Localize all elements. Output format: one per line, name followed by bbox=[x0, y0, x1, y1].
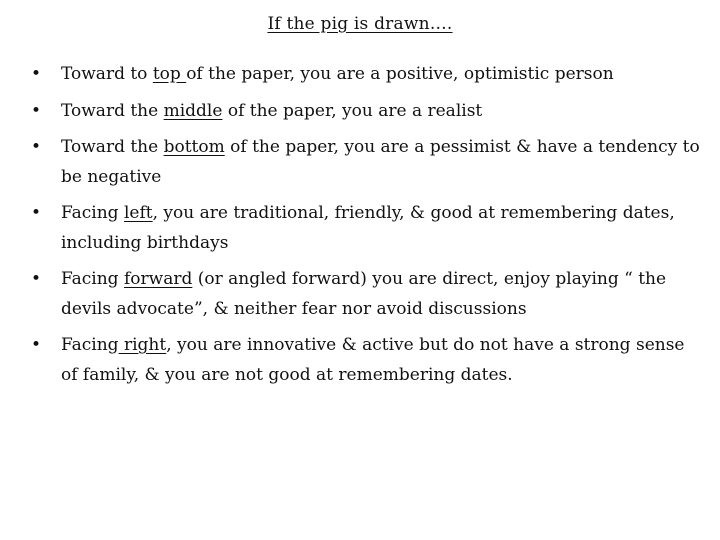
bullet-point-icon: • bbox=[30, 269, 42, 289]
bullet-text-underlined: right bbox=[118, 335, 167, 355]
bullet-text-underlined: middle bbox=[163, 100, 223, 121]
bullet-item bbox=[30, 265, 700, 324]
bullet-text-after: of the paper, you are a pessimist & have a tendency to be negative bbox=[61, 137, 700, 187]
bullet-text-after: , you are traditional, friendly, & good at remembering dates, including birthdays bbox=[61, 203, 675, 253]
bullet-text-underlined: bottom bbox=[163, 137, 225, 157]
bullet-text-underlined: top bbox=[152, 64, 187, 84]
bullet-point-icon: • bbox=[30, 335, 42, 355]
bullet-text-before: Toward the bbox=[61, 137, 164, 157]
slide-title-text: If the pig is drawn…. bbox=[267, 14, 453, 34]
bullet-item bbox=[30, 133, 700, 192]
bullet-point-icon: • bbox=[30, 64, 42, 84]
bullet-text-after: (or angled forward) you are direct, enjoy playing “ the devils advocate”, & neither fear nor avoid discussions bbox=[61, 269, 667, 319]
bullet-point-icon: • bbox=[30, 100, 42, 121]
bullet-text-before: Facing bbox=[61, 203, 124, 223]
bullet-list bbox=[30, 60, 700, 397]
bullet-text-before: Toward the bbox=[61, 100, 164, 121]
bullet-text-underlined: forward bbox=[123, 269, 193, 289]
bullet-text-after: of the paper, you are a positive, optimistic person bbox=[186, 64, 614, 84]
bullet-text-before: Facing bbox=[61, 335, 119, 355]
bullet-item bbox=[30, 199, 700, 258]
slide-title bbox=[0, 12, 720, 36]
bullet-item bbox=[30, 60, 700, 90]
bullet-text-before: Toward to bbox=[61, 64, 153, 84]
bullet-point-icon: • bbox=[30, 137, 42, 157]
bullet-point-icon: • bbox=[30, 203, 42, 223]
bullet-text-after: of the paper, you are a realist bbox=[222, 100, 483, 121]
bullet-item bbox=[30, 97, 700, 127]
bullet-text-before: Facing bbox=[61, 269, 124, 289]
bullet-text-underlined: left bbox=[123, 203, 153, 223]
bullet-text-after: , you are innovative & active but do not have a strong sense of family, & you are not good at remembering dates. bbox=[61, 335, 685, 385]
bullet-item bbox=[30, 331, 700, 390]
